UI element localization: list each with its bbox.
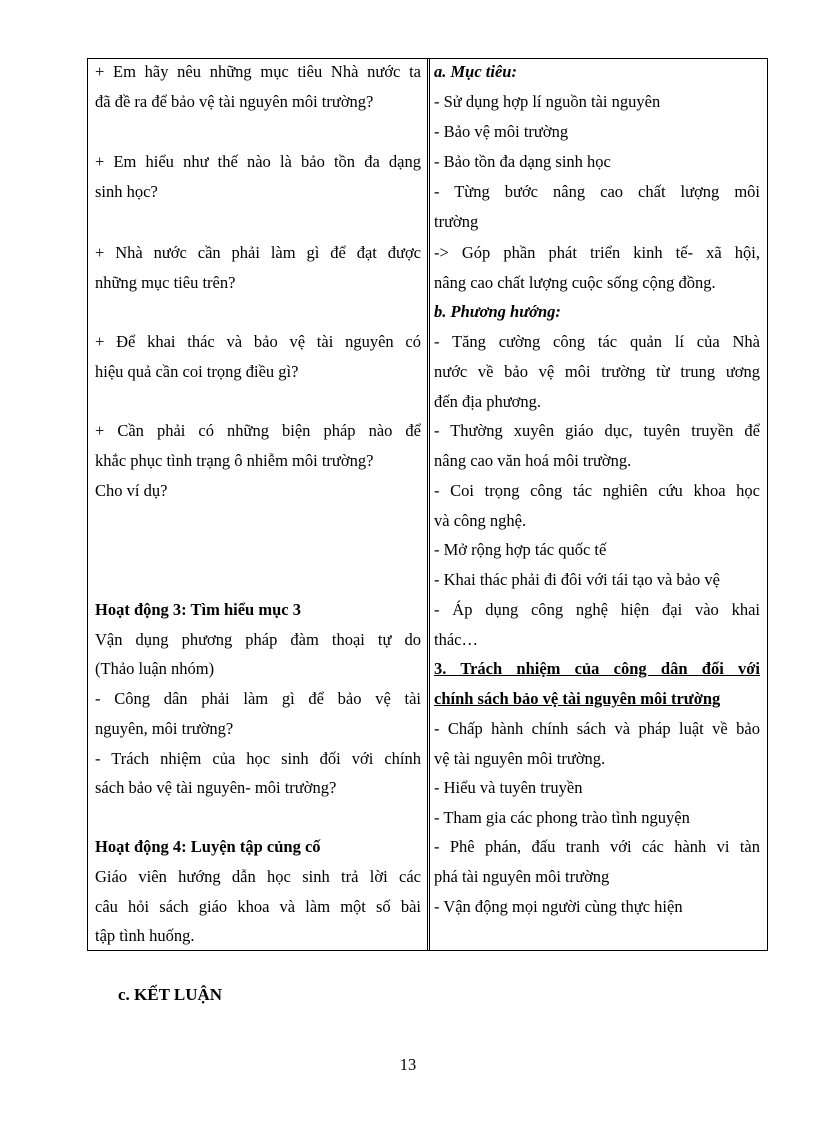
- left-line: khắc phục tình trạng ô nhiễm môi trường?: [95, 451, 374, 470]
- right-line: phá tài nguyên môi trường: [434, 867, 610, 886]
- right-line: - Phê phán, đấu tranh với các hành vi tàn: [434, 837, 760, 856]
- left-line: - Công dân phải làm gì để bảo vệ tài: [95, 689, 421, 708]
- left-line: - Trách nhiệm của học sinh đối với chính: [95, 749, 421, 768]
- left-line: đã đề ra để bảo vệ tài nguyên môi trường?: [95, 92, 374, 111]
- left-line: tập tình huống.: [95, 926, 195, 945]
- right-line: - Bảo tồn đa dạng sinh học: [434, 152, 611, 171]
- left-line: sinh học?: [95, 182, 158, 201]
- column-divider: [427, 59, 430, 950]
- left-line: (Thảo luận nhóm): [95, 659, 215, 678]
- left-line: + Nhà nước cần phải làm gì để đạt được: [95, 243, 421, 262]
- right-line: và công nghệ.: [434, 511, 527, 530]
- left-line: câu hỏi sách giáo khoa và làm một số bài: [95, 897, 421, 916]
- left-line: + Để khai thác và bảo vệ tài nguyên có: [95, 332, 421, 351]
- lesson-table: [87, 58, 768, 951]
- right-line: - Bảo vệ môi trường: [434, 122, 569, 141]
- right-line: - Mở rộng hợp tác quốc tế: [434, 540, 607, 559]
- left-line: nguyên, môi trường?: [95, 719, 234, 738]
- right-line: - Khai thác phải đi đôi với tái tạo và bảo vệ: [434, 570, 720, 589]
- left-line: hiệu quả cần coi trọng điều gì?: [95, 362, 299, 381]
- right-line: thác…: [434, 630, 478, 649]
- left-line: + Em hiểu như thế nào là bảo tồn đa dạng: [95, 152, 421, 171]
- right-line: - Thường xuyên giáo dục, tuyên truyền để: [434, 421, 760, 440]
- right-line: - Tăng cường công tác quản lí của Nhà: [434, 332, 760, 351]
- right-line: - Từng bước nâng cao chất lượng môi: [434, 182, 760, 201]
- section-heading: c. KẾT LUẬN: [118, 985, 223, 1004]
- right-line: nước về bảo vệ môi trường từ trung ương: [434, 362, 760, 381]
- page-number: 13: [399, 1055, 417, 1074]
- responsibility-heading: 3. Trách nhiệm của công dân đối với: [434, 659, 760, 678]
- right-line: - Coi trọng công tác nghiên cứu khoa học: [434, 481, 760, 500]
- direction-heading: b. Phương hướng:: [434, 302, 561, 321]
- right-line: - Sử dụng hợp lí nguồn tài nguyên: [434, 92, 661, 111]
- right-line: -> Góp phần phát triển kinh tế- xã hội,: [434, 243, 760, 262]
- left-line: Giáo viên hướng dẫn học sinh trả lời các: [95, 867, 421, 886]
- left-line: Cho ví dụ?: [95, 481, 168, 500]
- goals-heading: a. Mục tiêu:: [434, 62, 517, 81]
- left-line: sách bảo vệ tài nguyên- môi trường?: [95, 778, 337, 797]
- left-line: + Em hãy nêu những mục tiêu Nhà nước ta: [95, 62, 421, 81]
- right-line: vệ tài nguyên môi trường.: [434, 749, 606, 768]
- left-line: những mục tiêu trên?: [95, 273, 236, 292]
- right-line: nâng cao chất lượng cuộc sống cộng đồng.: [434, 273, 716, 292]
- right-line: đến địa phương.: [434, 392, 542, 411]
- right-line: nâng cao văn hoá môi trường.: [434, 451, 632, 470]
- responsibility-heading: chính sách bảo vệ tài nguyên môi trường: [434, 689, 721, 708]
- left-line: Vận dụng phương pháp đàm thoại tự do: [95, 630, 421, 649]
- activity-3-heading: Hoạt động 3: Tìm hiểu mục 3: [95, 600, 301, 619]
- left-line: + Cần phải có những biện pháp nào để: [95, 421, 421, 440]
- right-line: - Vận động mọi người cùng thực hiện: [434, 897, 683, 916]
- right-line: - Áp dụng công nghệ hiện đại vào khai: [434, 600, 760, 619]
- right-line: - Chấp hành chính sách và pháp luật về bảo: [434, 719, 760, 738]
- right-line: - Hiểu và tuyên truyền: [434, 778, 583, 797]
- right-line: trường: [434, 212, 479, 231]
- right-line: - Tham gia các phong trào tình nguyện: [434, 808, 690, 827]
- activity-4-heading: Hoạt động 4: Luyện tập củng cố: [95, 837, 321, 856]
